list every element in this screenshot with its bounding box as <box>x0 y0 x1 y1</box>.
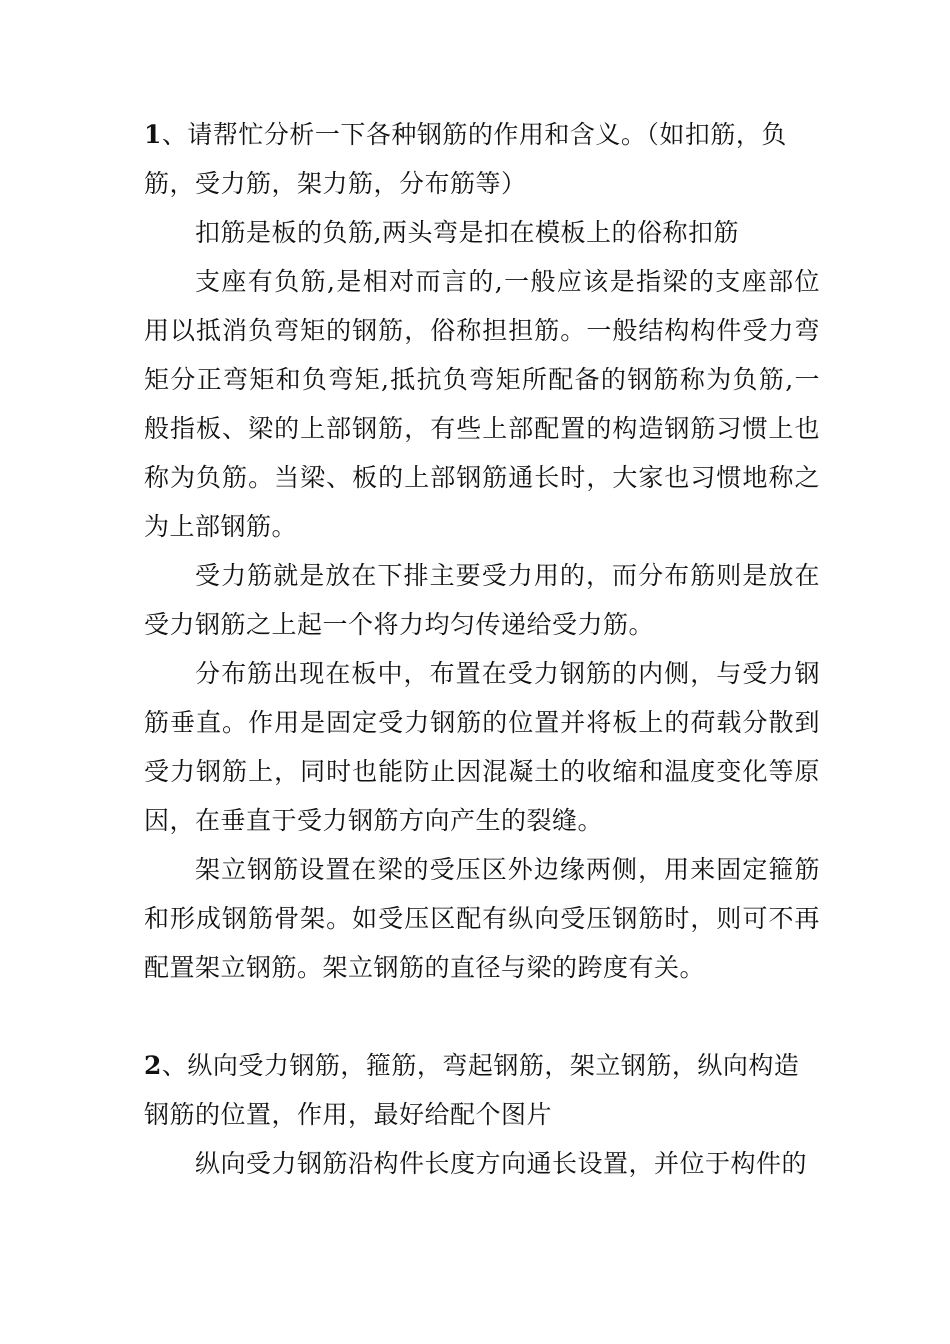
answer-1-paragraph-1: 扣筋是板的负筋,两头弯是扣在模板上的俗称扣筋 <box>195 218 739 247</box>
question-1-number: 1 <box>144 120 162 149</box>
question-2-number: 2 <box>144 1051 162 1080</box>
question-2-text: 、纵向受力钢筋，箍筋，弯起钢筋，架立钢筋，纵向构造钢筋的位置，作用，最好给配个图片 <box>144 1051 800 1129</box>
answer-1-paragraph-3: 受力筋就是放在下排主要受力用的，而分布筋则是放在受力钢筋之上起一个将力均匀传递给受力筋。 <box>144 561 820 639</box>
document-body <box>144 110 820 1188</box>
question-1-text: 、请帮忙分析一下各种钢筋的作用和含义。（如扣筋，负筋，受力筋，架力筋，分布筋等） <box>144 120 787 198</box>
question-2 <box>144 1041 820 1139</box>
answer-1-paragraph-4: 分布筋出现在板中，布置在受力钢筋的内侧，与受力钢筋垂直。作用是固定受力钢筋的位置并将板上的荷载分散到受力钢筋上，同时也能防止因混凝土的收缩和温度变化等原因，在垂直于受力钢筋方向产生的裂缝。 <box>144 659 820 835</box>
answer-1-paragraph-5: 架立钢筋设置在梁的受压区外边缘两侧，用来固定箍筋和形成钢筋骨架。如受压区配有纵向受压钢筋时，则可不再配置架立钢筋。架立钢筋的直径与梁的跨度有关。 <box>144 855 820 982</box>
question-1 <box>144 110 820 208</box>
answer-2-paragraph-1: 纵向受力钢筋沿构件长度方向通长设置，并位于构件的 <box>195 1149 808 1178</box>
section-spacer <box>144 992 820 1041</box>
answer-1-paragraph-2: 支座有负筋,是相对而言的,一般应该是指梁的支座部位用以抵消负弯矩的钢筋，俗称担担筋。一般结构构件受力弯矩分正弯矩和负弯矩,抵抗负弯矩所配备的钢筋称为负筋,一般指板、梁的上部钢筋，有些上部配置的构造钢筋习惯上也称为负筋。当梁、板的上部钢筋通长时，大家也习惯地称之为上部钢筋。 <box>144 267 820 541</box>
